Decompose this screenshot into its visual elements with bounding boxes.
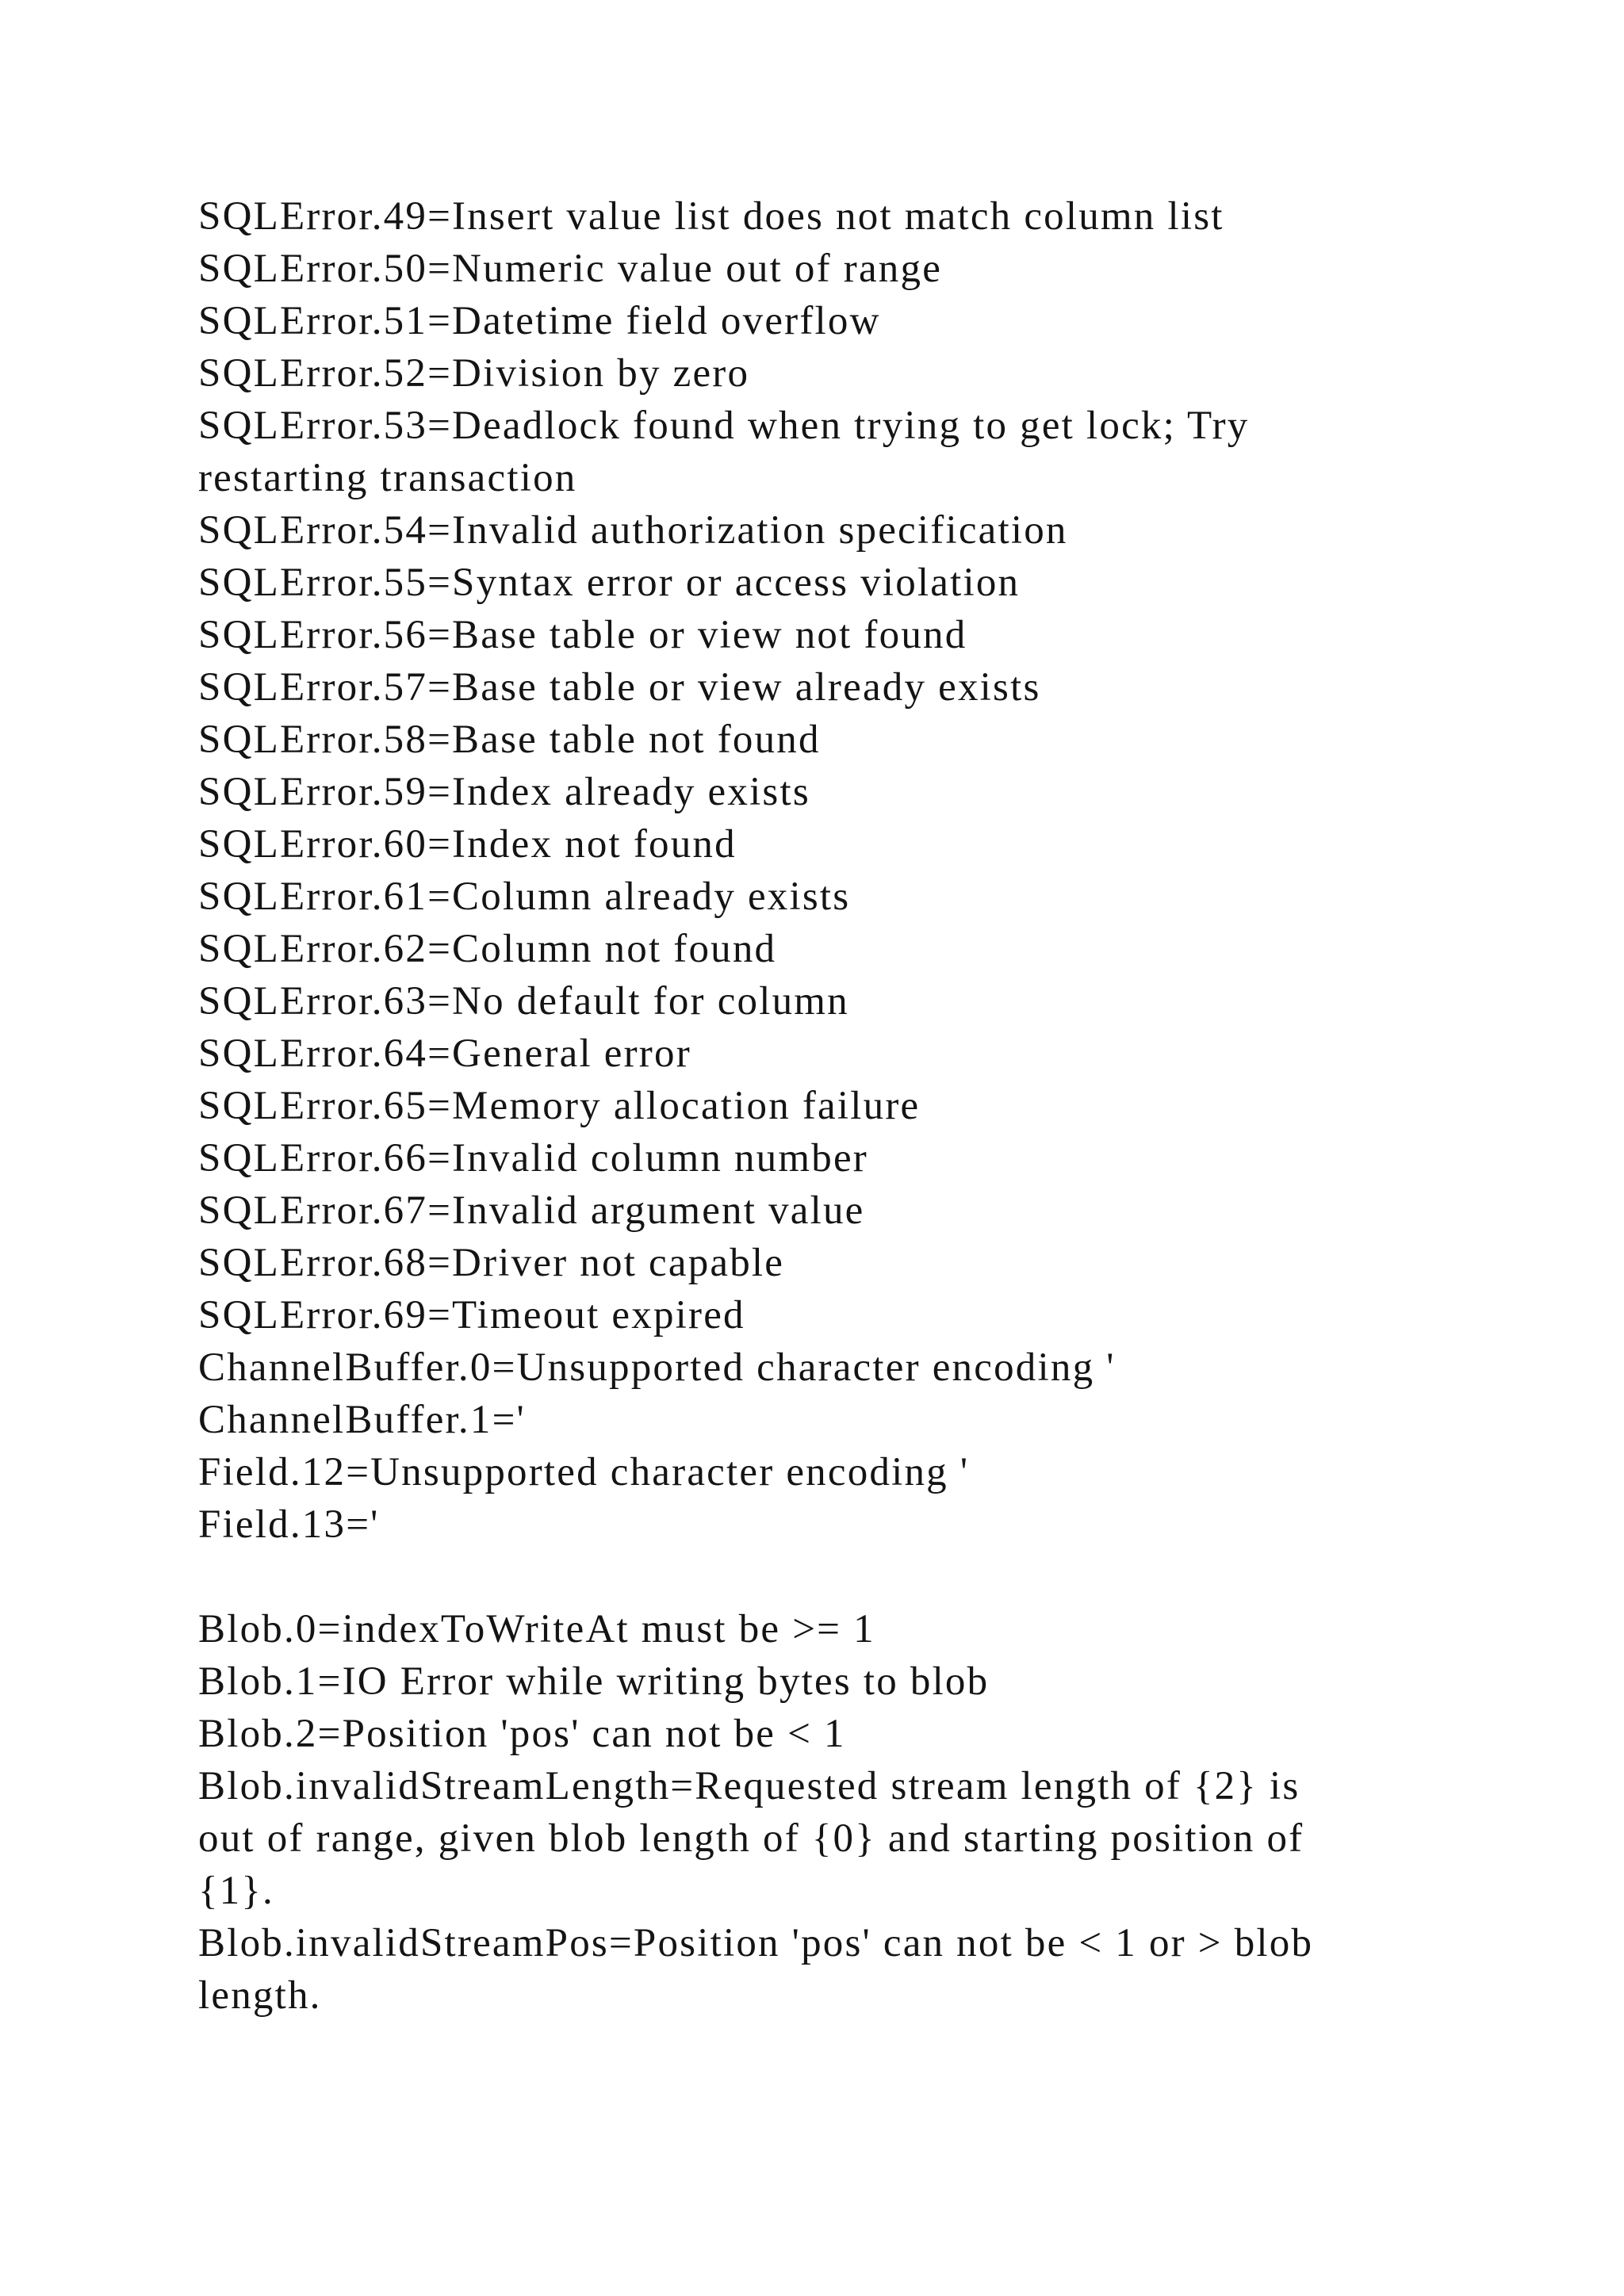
- text-line: length.: [198, 1973, 322, 2018]
- text-line: Blob.0=indexToWriteAt must be >= 1: [198, 1607, 875, 1651]
- text-line: SQLError.68=Driver not capable: [198, 1241, 785, 1285]
- text-line: SQLError.51=Datetime field overflow: [198, 299, 881, 343]
- text-line: SQLError.54=Invalid authorization specification: [198, 508, 1068, 553]
- text-line: Field.12=Unsupported character encoding ': [198, 1450, 970, 1494]
- text-line: SQLError.67=Invalid argument value: [198, 1188, 865, 1233]
- text-line: SQLError.66=Invalid column number: [198, 1136, 868, 1181]
- text-line: Blob.invalidStreamLength=Requested stream length of {2} is: [198, 1764, 1300, 1808]
- text-line: Field.13=': [198, 1502, 380, 1547]
- blank-line: [198, 1551, 1435, 1603]
- text-line: SQLError.49=Insert value list does not match column list: [198, 194, 1224, 239]
- text-line: ChannelBuffer.0=Unsupported character encoding ': [198, 1345, 1116, 1390]
- text-line: SQLError.53=Deadlock found when trying to get lock; Try: [198, 404, 1250, 448]
- text-line: SQLError.62=Column not found: [198, 927, 777, 971]
- text-line: SQLError.61=Column already exists: [198, 874, 851, 919]
- document-text: [198, 190, 1435, 2022]
- text-line: SQLError.57=Base table or view already exists: [198, 665, 1041, 710]
- text-line: SQLError.58=Base table not found: [198, 718, 821, 762]
- text-line: SQLError.60=Index not found: [198, 822, 737, 867]
- text-line: SQLError.52=Division by zero: [198, 351, 750, 396]
- text-line: out of range, given blob length of {0} and starting position of: [198, 1816, 1304, 1861]
- text-line: SQLError.63=No default for column: [198, 979, 849, 1024]
- text-line: SQLError.64=General error: [198, 1031, 691, 1076]
- text-line: Blob.1=IO Error while writing bytes to blob: [198, 1659, 990, 1704]
- text-line: SQLError.69=Timeout expired: [198, 1293, 745, 1337]
- text-line: ChannelBuffer.1=': [198, 1398, 526, 1442]
- text-line: {1}.: [198, 1869, 275, 1913]
- text-line: restarting transaction: [198, 456, 577, 500]
- text-line: SQLError.55=Syntax error or access violation: [198, 561, 1021, 605]
- text-line: SQLError.65=Memory allocation failure: [198, 1084, 921, 1128]
- text-line: SQLError.56=Base table or view not found: [198, 613, 967, 657]
- text-line: SQLError.59=Index already exists: [198, 770, 810, 814]
- text-line: Blob.invalidStreamPos=Position 'pos' can not be < 1 or > blob: [198, 1921, 1314, 1965]
- text-line: Blob.2=Position 'pos' can not be < 1: [198, 1712, 846, 1756]
- text-line: SQLError.50=Numeric value out of range: [198, 247, 943, 291]
